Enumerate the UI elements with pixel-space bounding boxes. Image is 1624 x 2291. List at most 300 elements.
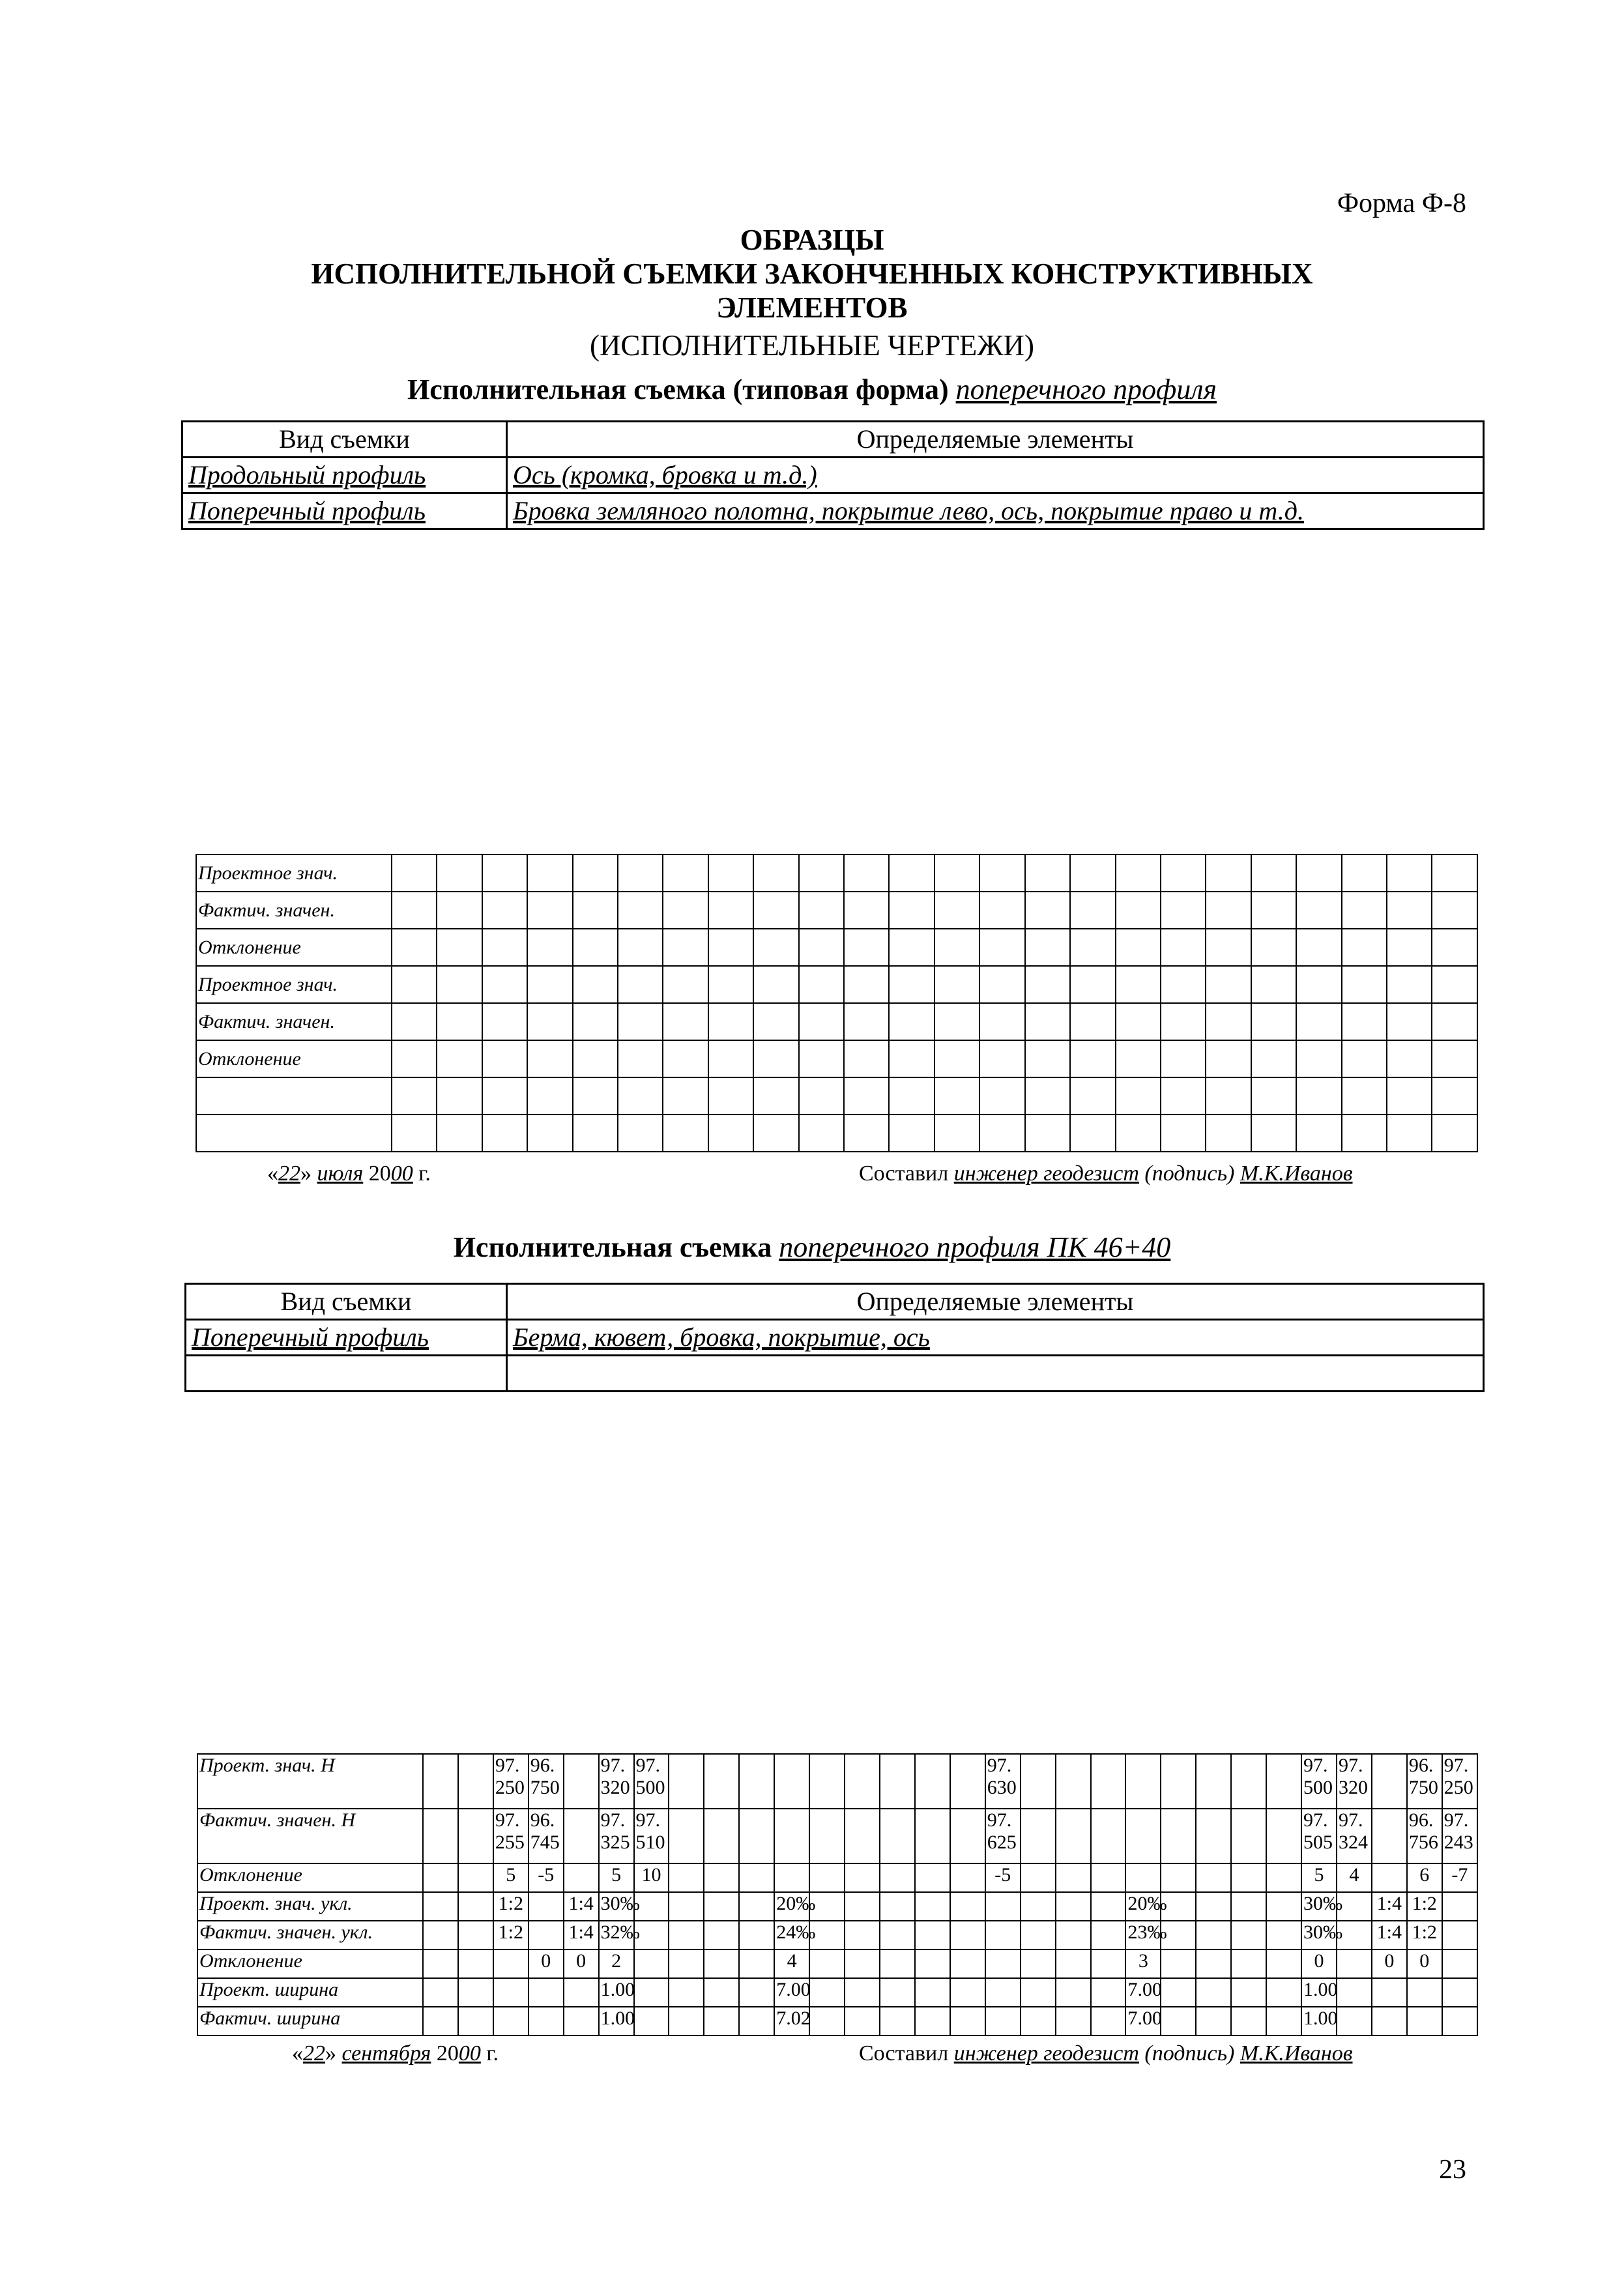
grid-cell [1231,2007,1266,2036]
grid-cell [704,1809,739,1863]
grid-cell: 7.02 [774,2007,809,2036]
grid-cell [1372,2007,1407,2036]
grid-cell [753,966,798,1003]
grid-cell [618,854,663,892]
grid-cell [915,1921,950,1949]
grid-cell [708,929,753,966]
grid-cell [1296,1115,1341,1152]
grid-row [197,1921,1477,1949]
grid-cell [799,892,844,929]
grid-cell [1116,1115,1161,1152]
section2-heading-italic: поперечного профиля ПК 46+40 [779,1231,1171,1263]
grid-cell [392,929,437,966]
page-number: 23 [1439,2155,1466,2185]
grid-cell: 1.00 [599,1978,634,2007]
grid-cell: 97. 320 [1337,1754,1372,1809]
grid-cell [634,1978,669,2007]
grid-cell: 6 [1407,1863,1442,1892]
grid-cell [809,1949,845,1978]
date-quote-close: » [300,1161,312,1186]
grid-cell [1021,1921,1056,1949]
grid-cell [1266,1809,1301,1863]
grid-cell [1231,1892,1266,1921]
grid-cell [482,929,527,966]
grid-cell [573,966,618,1003]
grid-cell [1206,966,1251,1003]
survey-type-cell [186,1356,507,1392]
grid-cell [423,1892,458,1921]
grid-cell: 0 [1301,1949,1337,1978]
grid-row [196,1077,1477,1115]
grid-cell: 96. 750 [1407,1754,1442,1809]
grid-cell [1161,1003,1206,1040]
grid-cell [708,854,753,892]
grid-cell [1091,1921,1126,1949]
grid-cell [663,854,708,892]
grid-cell [663,892,708,929]
grid-row [196,966,1477,1003]
grid-cell [935,854,979,892]
grid-cell [950,1978,985,2007]
grid-cell [1091,1949,1126,1978]
grid-cell [889,854,934,892]
grid-cell [527,966,572,1003]
grid-cell [739,1978,774,2007]
grid-cell [437,1003,482,1040]
grid-row-label: Проектное знач. [196,854,392,892]
grid-cell [1021,1949,1056,1978]
grid-cell [1206,1040,1251,1077]
section2-heading [0,1231,1624,1264]
section2-measurement-grid [197,1753,1478,2036]
grid-cell: 97. 510 [634,1809,669,1863]
grid-cell [1161,892,1206,929]
grid-cell [880,1978,915,2007]
grid-cell [1116,854,1161,892]
grid-cell [1056,1754,1091,1809]
grid-cell [880,1921,915,1949]
grid-cell [935,966,979,1003]
grid-cell [1407,2007,1442,2036]
grid-cell [573,1040,618,1077]
grid-cell: 7.00 [774,1978,809,2007]
grid-cell [437,1115,482,1152]
grid-cell [844,1115,889,1152]
compiler-position: инженер геодезист [953,2041,1139,2065]
grid-cell [844,1003,889,1040]
grid-cell [482,966,527,1003]
grid-cell [753,854,798,892]
grid-cell: 96. 750 [529,1754,564,1809]
grid-cell [458,1892,493,1921]
grid-cell [618,1003,663,1040]
grid-cell [704,1754,739,1809]
title-line-3: ЭЛЕМЕНТОВ [716,291,908,324]
grid-cell [573,929,618,966]
grid-cell [979,1115,1024,1152]
grid-cell [915,1892,950,1921]
grid-cell [985,1978,1021,2007]
grid-cell [1387,1115,1432,1152]
grid-cell [1372,1978,1407,2007]
grid-cell [774,1754,809,1809]
grid-cell [844,854,889,892]
grid-cell [704,1949,739,1978]
grid-cell [844,1077,889,1115]
grid-cell [458,1921,493,1949]
compiled-label: Составил [859,1161,949,1186]
grid-cell [985,1921,1021,1949]
grid-cell [564,1978,599,2007]
grid-cell: 97. 250 [493,1754,529,1809]
grid-cell [1296,892,1341,929]
grid-cell [1056,1892,1091,1921]
grid-cell [1125,1863,1161,1892]
grid-cell [774,1863,809,1892]
grid-cell: 1:4 [564,1892,599,1921]
grid-cell: 1.00 [599,2007,634,2036]
grid-row [196,929,1477,966]
grid-cell [634,2007,669,2036]
grid-cell [392,966,437,1003]
grid-cell: 4 [1337,1863,1372,1892]
grid-cell [708,1003,753,1040]
grid-cell [1091,1754,1126,1809]
grid-cell [935,1003,979,1040]
grid-cell [663,1040,708,1077]
grid-cell [573,1115,618,1152]
grid-cell [1206,854,1251,892]
grid-cell [618,1040,663,1077]
grid-cell [527,892,572,929]
grid-cell [1161,929,1206,966]
survey-type-cell: Продольный профиль [182,458,507,493]
grid-cell: 0 [1372,1949,1407,1978]
grid-cell [889,966,934,1003]
grid-cell [704,1978,739,2007]
grid-cell [423,1921,458,1949]
grid-row-label: Отклонение [196,929,392,966]
grid-cell [753,892,798,929]
grid-cell [618,1077,663,1115]
date-year-abbrev: г. [486,2041,499,2065]
grid-cell [1116,892,1161,929]
grid-cell [1206,1077,1251,1115]
grid-cell [985,2007,1021,2036]
date-quote-close: » [325,2041,336,2065]
grid-cell: 97. 325 [599,1809,634,1863]
grid-row-label: Фактич. значен. [196,892,392,929]
grid-cell [880,1892,915,1921]
grid-cell: -7 [1442,1863,1477,1892]
grid-cell [529,1892,564,1921]
grid-cell: 24‰ [774,1921,809,1949]
grid-cell: 97. 500 [634,1754,669,1809]
grid-cell [564,2007,599,2036]
grid-cell [1432,854,1477,892]
grid-cell [392,1077,437,1115]
grid-cell: 1:2 [493,1892,529,1921]
elements-cell [507,1356,1484,1392]
grid-cell [979,854,1024,892]
grid-cell [1161,1077,1206,1115]
grid-cell [1231,1863,1266,1892]
grid-cell [1116,1040,1161,1077]
grid-cell [739,2007,774,2036]
grid-cell [753,1077,798,1115]
grid-cell [669,1892,704,1921]
grid-row [196,1115,1477,1152]
grid-cell [1196,1921,1231,1949]
grid-row-label [196,1077,392,1115]
grid-cell [1196,2007,1231,2036]
grid-cell [1432,1040,1477,1077]
grid-cell [704,1892,739,1921]
grid-cell [1432,929,1477,966]
section1-heading-bold: Исполнительная съемка (типовая форма) [407,373,949,405]
grid-cell: 20‰ [1125,1892,1161,1921]
title-line-2: ИСПОЛНИТЕЛЬНОЙ СЪЕМКИ ЗАКОНЧЕННЫХ КОНСТРУКТИВНЫХ [311,257,1313,290]
grid-row [197,1809,1477,1863]
grid-cell [1296,929,1341,966]
grid-cell [880,2007,915,2036]
grid-cell [1091,1892,1126,1921]
grid-cell [527,1003,572,1040]
compiler-name: М.К.Иванов [1240,1161,1353,1186]
grid-cell [739,1809,774,1863]
grid-cell [1372,1754,1407,1809]
grid-row-label: Отклонение [197,1863,423,1892]
grid-cell: 97. 500 [1301,1754,1337,1809]
grid-cell [845,1892,880,1921]
grid-cell [935,1077,979,1115]
grid-cell [1206,892,1251,929]
grid-cell [458,2007,493,2036]
grid-cell [1342,1077,1387,1115]
grid-cell [845,1809,880,1863]
grid-cell [844,1040,889,1077]
grid-cell [669,1921,704,1949]
grid-cell [529,1978,564,2007]
grid-cell [1161,1754,1196,1809]
grid-cell [753,1003,798,1040]
grid-cell [527,1115,572,1152]
grid-cell [1161,1863,1196,1892]
grid-cell [1091,1978,1126,2007]
grid-row-label: Фактич. ширина [197,2007,423,2036]
grid-cell [423,1978,458,2007]
grid-cell [392,1003,437,1040]
grid-cell [618,966,663,1003]
grid-row [196,892,1477,929]
grid-cell [753,929,798,966]
signature-note: (подпись) [1144,1161,1235,1186]
grid-cell [809,1863,845,1892]
grid-cell [799,1077,844,1115]
grid-cell: -5 [985,1863,1021,1892]
grid-cell [935,1115,979,1152]
grid-cell [458,1809,493,1863]
grid-cell [573,854,618,892]
grid-cell [493,1949,529,1978]
grid-cell [1196,1949,1231,1978]
grid-cell [1442,1892,1477,1921]
grid-row-label: Проектное знач. [196,966,392,1003]
grid-cell [985,1949,1021,1978]
grid-cell [708,1115,753,1152]
grid-cell [845,1949,880,1978]
grid-cell [423,1863,458,1892]
section1-date [267,1161,431,1186]
grid-cell [493,1978,529,2007]
grid-cell: 97. 250 [1442,1754,1477,1809]
grid-cell [1387,966,1432,1003]
grid-cell [889,892,934,929]
grid-cell [392,854,437,892]
grid-cell [1196,1892,1231,1921]
grid-row [197,1892,1477,1921]
date-quote-open: « [267,1161,278,1186]
grid-cell [392,892,437,929]
grid-cell [1296,1003,1341,1040]
grid-cell [1070,1077,1115,1115]
grid-row-label: Отклонение [196,1040,392,1077]
grid-cell [1021,1754,1056,1809]
grid-cell [1251,1040,1296,1077]
grid-cell [1387,1077,1432,1115]
grid-cell [844,892,889,929]
grid-cell [1206,1003,1251,1040]
grid-cell: 1:2 [1407,1921,1442,1949]
elements-cell: Бровка земляного полотна, покрытие лево, ось, покрытие право и т.д. [507,493,1484,529]
grid-cell: 1:4 [564,1921,599,1949]
grid-cell [1025,1115,1070,1152]
grid-cell [1231,1978,1266,2007]
grid-row [197,1863,1477,1892]
grid-cell [1021,1978,1056,2007]
grid-cell [1442,1949,1477,1978]
date-year-prefix: 20 [436,2041,459,2065]
grid-cell [739,1949,774,1978]
grid-cell [573,892,618,929]
grid-cell [889,1077,934,1115]
grid-cell [1432,1115,1477,1152]
grid-cell: 97. 243 [1442,1809,1477,1863]
grid-cell [564,1754,599,1809]
grid-cell [1266,1921,1301,1949]
grid-cell: 0 [564,1949,599,1978]
grid-cell [753,1115,798,1152]
date-day: 22 [278,1161,300,1186]
grid-cell [739,1921,774,1949]
date-year-prefix: 20 [368,1161,391,1186]
grid-cell [1231,1754,1266,1809]
grid-cell [1070,892,1115,929]
grid-cell [704,2007,739,2036]
section2-survey-table [184,1283,1485,1392]
elements-cell: Берма, кювет, бровка, покрытие, ось [507,1320,1484,1356]
grid-cell [573,1003,618,1040]
grid-cell [1251,1003,1296,1040]
grid-cell [1251,1077,1296,1115]
date-month: сентября [341,2041,431,2065]
grid-cell [1025,1003,1070,1040]
grid-cell: 5 [1301,1863,1337,1892]
grid-cell [1125,1754,1161,1809]
grid-cell [1251,854,1296,892]
grid-cell [1337,1949,1372,1978]
title-line-1: ОБРАЗЦЫ [740,224,884,256]
grid-cell [423,1949,458,1978]
date-year-suffix: 00 [390,1161,413,1186]
grid-cell [1025,1040,1070,1077]
grid-cell [1387,1003,1432,1040]
grid-cell [663,966,708,1003]
grid-cell [1342,892,1387,929]
grid-cell: 97. 625 [985,1809,1021,1863]
grid-cell [669,2007,704,2036]
grid-cell [482,1077,527,1115]
grid-cell [1161,854,1206,892]
grid-cell [437,1040,482,1077]
grid-cell [1342,854,1387,892]
grid-cell [935,892,979,929]
grid-cell [392,1040,437,1077]
grid-cell [1342,966,1387,1003]
form-label: Форма Ф-8 [1337,188,1466,218]
grid-cell [950,1892,985,1921]
grid-cell [845,1863,880,1892]
grid-cell: 1.00 [1301,1978,1337,2007]
grid-cell [1125,1809,1161,1863]
grid-cell [482,854,527,892]
grid-cell [1196,1978,1231,2007]
grid-cell [482,1003,527,1040]
grid-cell [799,854,844,892]
grid-row [196,1040,1477,1077]
elements-cell: Ось (кромка, бровка и т.д.) [507,458,1484,493]
grid-cell [1206,929,1251,966]
grid-cell [663,1003,708,1040]
grid-cell [1231,1949,1266,1978]
grid-cell [663,1115,708,1152]
grid-cell: 3 [1125,1949,1161,1978]
section2-compiled-by [859,2041,1353,2066]
grid-cell [1091,1809,1126,1863]
date-month: июля [317,1161,364,1186]
grid-cell [1266,2007,1301,2036]
grid-cell: 97. 324 [1337,1809,1372,1863]
grid-cell [880,1809,915,1863]
grid-cell: 1:2 [1407,1892,1442,1921]
grid-cell [1387,1040,1432,1077]
grid-cell [739,1754,774,1809]
grid-cell [845,1754,880,1809]
grid-cell [1342,1003,1387,1040]
grid-cell [1251,892,1296,929]
grid-cell [1070,854,1115,892]
grid-cell: 30‰ [1301,1892,1337,1921]
grid-cell: 1:2 [493,1921,529,1949]
survey-type-cell: Поперечный профиль [182,493,507,529]
grid-cell [1432,1003,1477,1040]
grid-cell [1432,892,1477,929]
grid-cell [1070,1040,1115,1077]
grid-cell [950,2007,985,2036]
grid-cell [1372,1809,1407,1863]
grid-cell [950,1754,985,1809]
grid-cell [1116,1003,1161,1040]
